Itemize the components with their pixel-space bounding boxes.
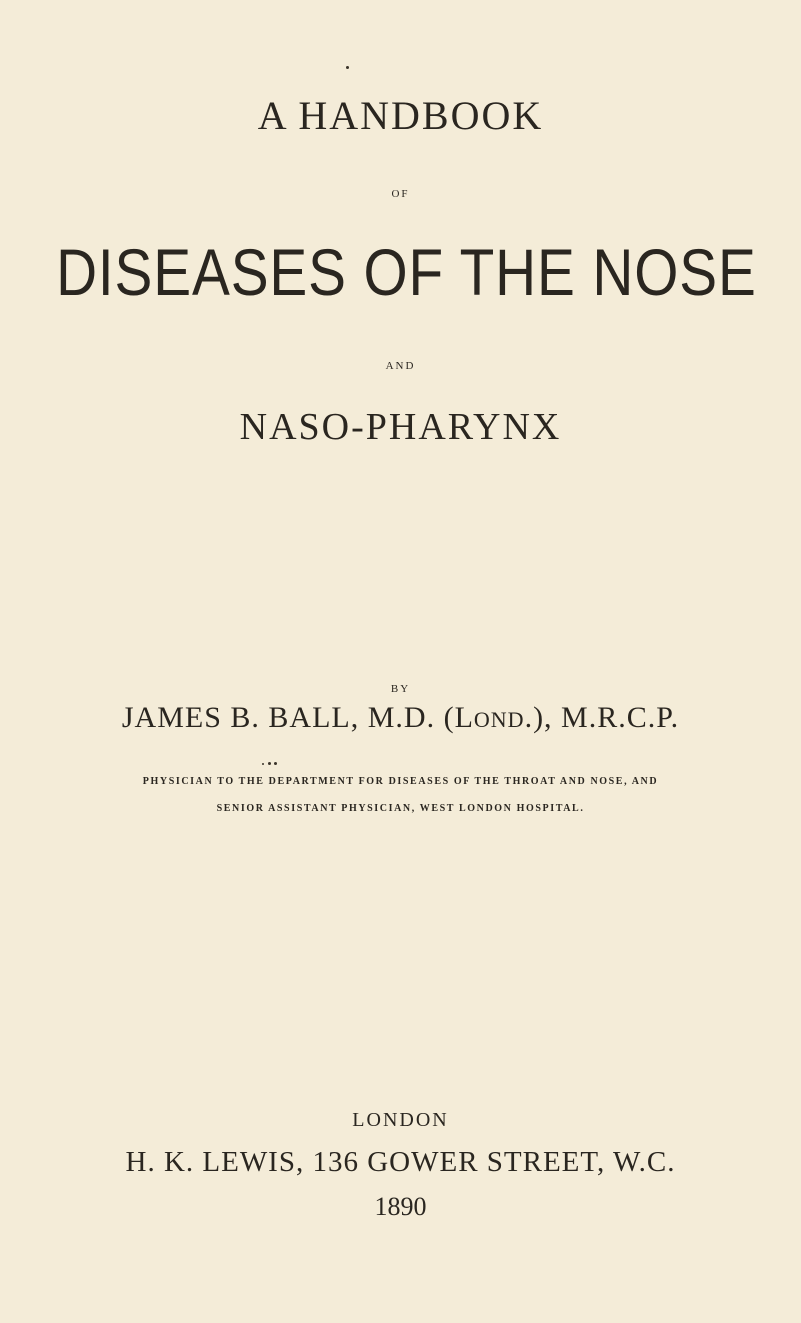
author-position-line-1: PHYSICIAN TO THE DEPARTMENT FOR DISEASES OF THE THROAT AND NOSE, AND: [142, 776, 659, 787]
author-name-smallcaps: OND: [473, 707, 525, 732]
author-name-part: .), M.R.C.P.: [524, 701, 680, 734]
title-line-of: OF: [391, 188, 410, 200]
ink-speck: [346, 66, 349, 69]
author-position-line-2: SENIOR ASSISTANT PHYSICIAN, WEST LONDON HOSPITAL.: [216, 803, 585, 814]
ink-speck: [274, 762, 277, 765]
subtitle-naso-pharynx: NASO-PHARYNX: [239, 406, 562, 448]
ink-speck: [268, 762, 271, 765]
publisher-address: H. K. LEWIS, 136 GOWER STREET, W.C.: [125, 1146, 676, 1178]
by-line: BY: [390, 683, 411, 695]
author-name: [0, 701, 801, 735]
title-line-handbook: A HANDBOOK: [257, 93, 544, 138]
publication-city: LONDON: [352, 1109, 449, 1131]
publication-year: 1890: [374, 1192, 427, 1221]
author-name-part: JAMES B. BALL, M.D. (L: [121, 701, 474, 734]
ink-speck: [262, 763, 264, 765]
title-line-and: AND: [385, 360, 416, 372]
book-title: DISEASES OF THE NOSE: [56, 235, 757, 309]
